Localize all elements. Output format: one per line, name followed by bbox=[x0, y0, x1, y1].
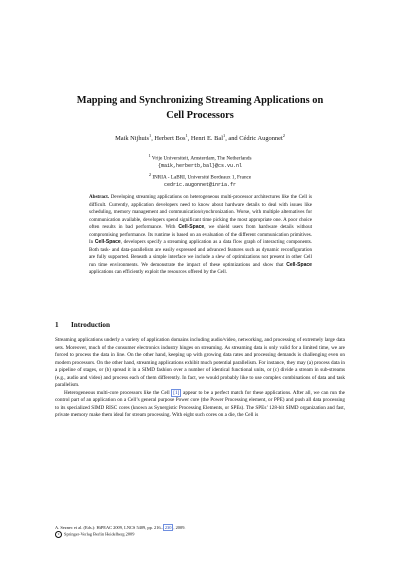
affiliation-institution: INRIA - LaBRI, Université Bordeaux 1, France bbox=[152, 174, 252, 181]
citation-link[interactable]: [1] bbox=[173, 389, 180, 396]
abstract-label: Abstract. bbox=[89, 194, 110, 200]
paper-title bbox=[60, 93, 340, 123]
affiliation-mark: 2 bbox=[148, 171, 152, 177]
footer-year: , 2009. bbox=[173, 525, 186, 530]
abstract bbox=[89, 194, 312, 277]
affiliation-institution: Vrije Universiteit, Amsterdam, The Netherlands bbox=[151, 155, 252, 162]
author-affil-mark: 1 bbox=[149, 133, 152, 138]
author-list bbox=[60, 131, 340, 143]
author-separator: , bbox=[187, 135, 191, 143]
title-line-1: Mapping and Synchronizing Streaming Applications on bbox=[76, 95, 324, 106]
paragraph-text: Heterogeneous multi-core processors like the Cell bbox=[64, 389, 172, 396]
abstract-text: , developers specify a streaming application as a data flow graph of interacting components. Both task- and data-parallelism are easily expressed and advanced features such as dynamic reconfiguration are fully supported. Beneath a simple interface we include a slew of optimizations not present in other Cell run time environments. We demonstrate the impact of these optimizations and show that bbox=[89, 239, 312, 268]
abstract-text: Developing streaming applications on heterogeneous multi-processor architectures like the Cell is difficult. Currently, application developers need to know about hardware details to deal with issues like scheduling, memory management and communication/synchronization. Worse, with multiple alternatives for communication available, developers spend significant time picking the most appropriate one. A poor choice often results in bad performance. With bbox=[89, 194, 312, 230]
cell-space-term: Cell-Space bbox=[94, 239, 121, 245]
footer bbox=[55, 525, 345, 538]
affiliation-line bbox=[60, 171, 340, 182]
section-heading bbox=[55, 321, 345, 330]
footer-citation: A. Seznec et al. (Eds.): HiPEAC 2009, LNCS 5409, pp. 216– bbox=[55, 525, 163, 530]
paragraph: Streaming applications underly a variety of application domains including audio/video, networking, and processing of extremely large data sets. Moreover, much of the consumer electronics industry hinges on streaming. As streaming data is only valid for a limited time, we are forced to process the data in line. On the other hand, keeping up with growing data rates and processing demands is challenging even on modern processors. On the other hand, streaming applications exhibit much potential parallelism. For instance, they may (a) process data in a pipeline of stages, or (b) spread it in a SIMD fashion over a number of identical functional units, or (c) divide a stream in sub-streams (e.g., audio and video) and process each of them differently. In fact, we would probably like to use complex combinations of data and task parallelism. bbox=[55, 337, 345, 389]
author-separator: , bbox=[151, 135, 155, 143]
page-range-link[interactable]: 230 bbox=[164, 525, 172, 530]
author-name: Cédric Augonnet bbox=[239, 135, 283, 143]
affiliation-email[interactable]: cedric.augonnet@inria.fr bbox=[163, 181, 236, 188]
footer-publisher: Springer-Verlag Berlin Heidelberg 2009 bbox=[64, 531, 135, 537]
section-number: 1 bbox=[55, 321, 59, 329]
author-name: Herbert Bos bbox=[154, 135, 186, 143]
author-separator: , and bbox=[225, 135, 240, 143]
footer-line bbox=[55, 531, 345, 538]
title-line-2: Cell Processors bbox=[166, 110, 234, 121]
author-name: Henri E. Bal bbox=[190, 135, 223, 143]
copyright-icon: c bbox=[55, 531, 62, 538]
paragraph-text: appear to be a perfect match for these applications. After all, we can run the control part of an application on a Cell’s general purpose Power core (the Power Processing element, or PPE) and push all data processing to its specialized SIMD RISC cores (known as Synergistic Processing Elements, or SPEs). The SPEs’ 128-bit SIMD organization and fast, private memory make them ideal for stream processing. With eight such cores on a die, the Cell is bbox=[55, 389, 345, 419]
body-text bbox=[55, 337, 345, 420]
affiliation-line bbox=[60, 152, 340, 163]
author-affil-mark: 2 bbox=[282, 133, 285, 138]
cell-space-term: Cell-Space bbox=[178, 224, 205, 230]
author-affil-mark: 1 bbox=[185, 133, 188, 138]
affiliation-mark: 1 bbox=[148, 153, 151, 158]
affiliation-email[interactable]: {maik,herbertb,bal}@cs.vu.nl bbox=[157, 163, 242, 170]
author-name: Maik Nijhuis bbox=[115, 135, 149, 143]
section-title: Introduction bbox=[71, 321, 111, 329]
cell-space-term: Cell-Space bbox=[286, 261, 312, 268]
abstract-text: applications can efficiently exploit the resources offered by the Cell. bbox=[89, 269, 227, 275]
paragraph bbox=[55, 390, 345, 420]
abstract-text: , we shield users from hardware details without compromising performance. Its runtime is based on an evaluation of the different communication primitives. In bbox=[89, 224, 312, 245]
affiliations bbox=[60, 152, 340, 189]
author-affil-mark: 1 bbox=[223, 133, 226, 138]
